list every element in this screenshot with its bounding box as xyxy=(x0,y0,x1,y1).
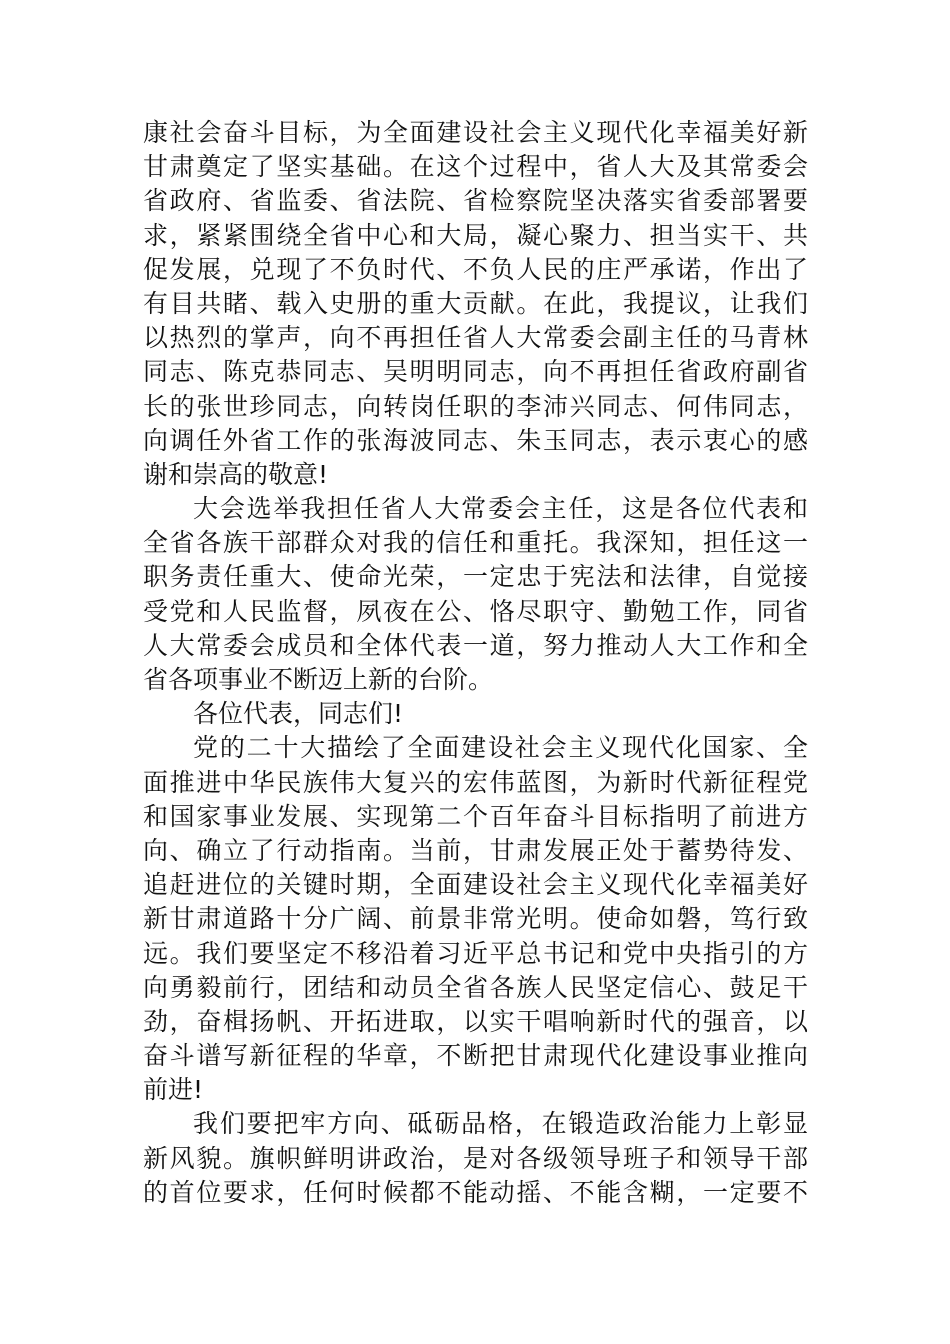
text-line: 职务责任重大、使命光荣，一定忠于宪法和法律，自觉接 xyxy=(143,562,808,592)
text-line: 全省各族干部群众对我的信任和重托。我深知，担任这一 xyxy=(143,528,808,558)
text-line: 人大常委会成员和全体代表一道，努力推动人大工作和全 xyxy=(143,630,808,660)
paragraph-first-line: 大会选举我担任省人大常委会主任，这是各位代表和 xyxy=(193,494,808,524)
text-line: 奋斗谱写新征程的华章，不断把甘肃现代化建设事业推向 xyxy=(143,1041,808,1071)
text-line: 向、确立了行动指南。当前，甘肃发展正处于蓄势待发、 xyxy=(143,835,808,865)
text-line: 远。我们要坚定不移沿着习近平总书记和党中央指引的方 xyxy=(143,938,808,968)
text-line: 和国家事业发展、实现第二个百年奋斗目标指明了前进方 xyxy=(143,801,808,831)
text-line: 新风貌。旗帜鲜明讲政治，是对各级领导班子和领导干部 xyxy=(143,1143,808,1173)
text-line: 求，紧紧围绕全省中心和大局，凝心聚力、担当实干、共 xyxy=(143,220,808,250)
text-line: 谢和崇高的敬意! xyxy=(143,459,329,489)
text-line: 促发展，兑现了不负时代、不负人民的庄严承诺，作出了 xyxy=(143,254,808,284)
paragraph-first-line: 党的二十大描绘了全面建设社会主义现代化国家、全 xyxy=(193,733,808,763)
text-line: 有目共睹、载入史册的重大贡献。在此，我提议，让我们 xyxy=(143,288,808,318)
document-body xyxy=(143,116,808,1210)
text-line: 长的张世珍同志，向转岗任职的李沛兴同志、何伟同志， xyxy=(143,391,808,421)
text-line: 面推进中华民族伟大复兴的宏伟蓝图，为新时代新征程党 xyxy=(143,767,808,797)
text-line: 受党和人民监督，夙夜在公、恪尽职守、勤勉工作，同省 xyxy=(143,596,808,626)
text-line: 省各项事业不断迈上新的台阶。 xyxy=(143,665,494,694)
text-line: 新甘肃道路十分广阔、前景非常光明。使命如磐，笃行致 xyxy=(143,904,808,934)
text-line: 康社会奋斗目标，为全面建设社会主义现代化幸福美好新 xyxy=(143,118,808,147)
text-line: 同志、陈克恭同志、吴明明同志，向不再担任省政府副省 xyxy=(143,357,808,387)
text-line: 前进! xyxy=(143,1075,204,1105)
paragraph-first-line: 我们要把牢方向、砥砺品格，在锻造政治能力上彰显 xyxy=(193,1109,808,1139)
text-line: 甘肃奠定了坚实基础。在这个过程中，省人大及其常委会 xyxy=(143,152,808,182)
text-line: 向勇毅前行，团结和动员全省各族人民坚定信心、鼓足干 xyxy=(143,972,808,1002)
text-line: 追赶进位的关键时期，全面建设社会主义现代化幸福美好 xyxy=(143,870,808,900)
text-line: 的首位要求，任何时候都不能动摇、不能含糊，一定要不 xyxy=(143,1177,808,1207)
text-line: 省政府、省监委、省法院、省检察院坚决落实省委部署要 xyxy=(143,186,808,216)
text-line: 向调任外省工作的张海波同志、朱玉同志，表示衷心的感 xyxy=(143,425,808,455)
text-line: 以热烈的掌声，向不再担任省人大常委会副主任的马青林 xyxy=(143,323,808,353)
text-line: 劲，奋楫扬帆、开拓进取，以实干唱响新时代的强音，以 xyxy=(143,1006,808,1036)
salutation-line: 各位代表，同志们! xyxy=(193,699,404,729)
